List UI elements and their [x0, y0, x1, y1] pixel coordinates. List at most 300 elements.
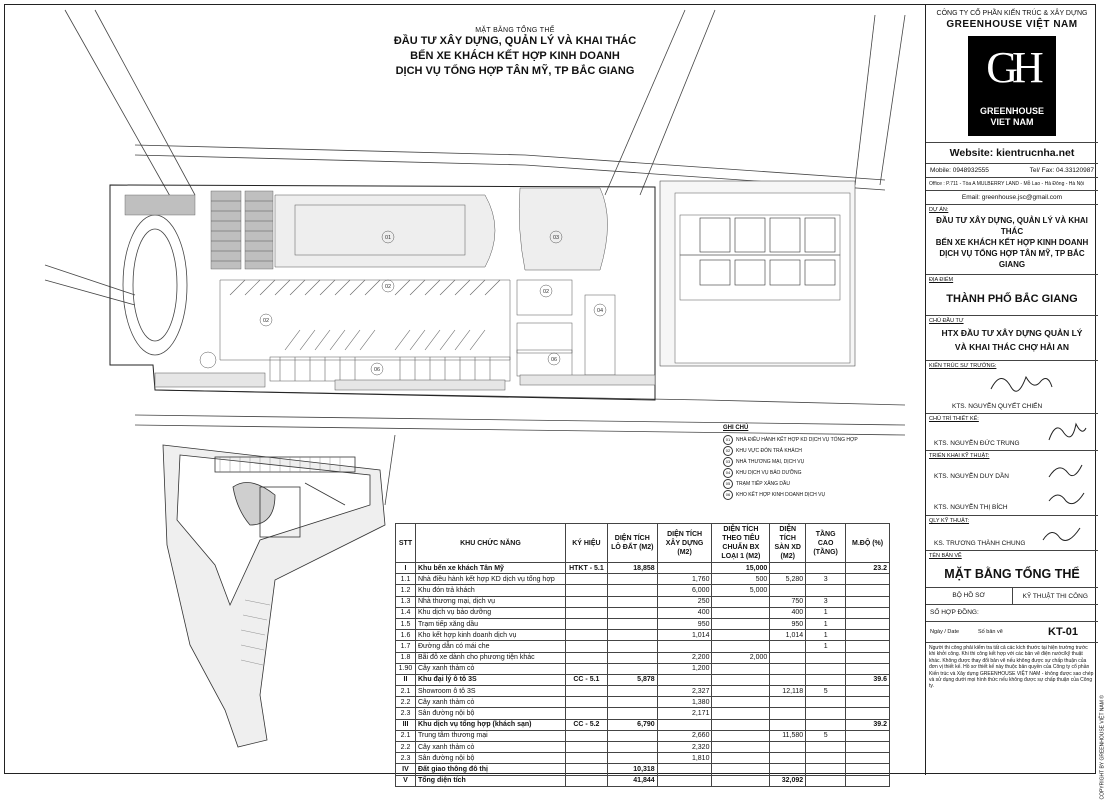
cell-function: Nhà điều hành kết hợp KD dịch vụ tổng hợp: [415, 574, 565, 585]
legend-item: [723, 456, 923, 467]
cell-function: Đường dẫn có mái che: [415, 641, 565, 652]
cell-storeys: [806, 674, 846, 685]
cell-land-area: [607, 697, 657, 708]
header-build-area: DIỆN TÍCH XÂY DỰNG (M2): [657, 524, 712, 563]
notes: Người thi công phải kiểm tra tất cả các kích thước tại hiện trường trước khi khởi công. Khi thi công kết hợp với các bản vẽ điện nước/kỹ thuật khác. Không được thay đổi bản vẽ nếu không được sự chấp thuận của đơn vị thiết kế. Hồ sơ thiết kế này thuộc bản quyền của Công ty cổ phần Kiến trúc và Xây dựng GREENHOUSE VIỆT NAM - không được sao chép và sử dụng dưới mọi hình thức nếu không được sự chấp thuận của Công ty.: [929, 645, 1094, 690]
cell-stt: V: [396, 775, 416, 786]
cell-density: [846, 742, 890, 753]
cell-function: Khu dịch vụ bảo dưỡng: [415, 607, 565, 618]
cell-density: [846, 630, 890, 641]
cell-stt: IV: [396, 764, 416, 775]
legend-text: NHÀ THƯƠNG MẠI, DỊCH VỤ: [736, 458, 805, 465]
cell-symbol: [565, 764, 607, 775]
legend-item: [723, 445, 923, 456]
owner-label: CHỦ ĐẦU TƯ: [929, 318, 964, 324]
cell-stt: 1.4: [396, 607, 416, 618]
cell-stt: 1.1: [396, 574, 416, 585]
cell-storeys: [806, 697, 846, 708]
table-row: [396, 574, 890, 585]
logo-name-2: VIET NAM: [990, 117, 1034, 127]
cell-stt: 1.5: [396, 618, 416, 629]
cell-build-area: 2,320: [657, 742, 712, 753]
cell-symbol: [565, 686, 607, 697]
cell-land-area: [607, 663, 657, 674]
qc-section: [926, 516, 1098, 551]
cell-symbol: [565, 742, 607, 753]
cell-standard-area: [712, 607, 770, 618]
drawing-name-label: TÊN BẢN VẼ: [929, 553, 962, 559]
signature-chief: [986, 369, 1056, 399]
cell-function: Tổng diện tích: [415, 775, 565, 786]
cell-storeys: 3: [806, 596, 846, 607]
zone-label-06b: 06: [373, 367, 381, 373]
cell-symbol: [565, 641, 607, 652]
cell-density: [846, 663, 890, 674]
cell-storeys: [806, 585, 846, 596]
arch-team-section: [926, 451, 1098, 516]
header-function: KHU CHỨC NĂNG: [415, 524, 565, 563]
cell-stt: 2.3: [396, 708, 416, 719]
legend-item: [723, 467, 923, 478]
cell-land-area: [607, 596, 657, 607]
cell-standard-area: [712, 697, 770, 708]
title-block: [925, 5, 1106, 800]
cell-build-area: 1,760: [657, 574, 712, 585]
location-label: ĐỊA ĐIỂM: [929, 277, 954, 283]
table-row: [396, 686, 890, 697]
cell-floor-area: [770, 663, 806, 674]
cell-storeys: [806, 742, 846, 753]
cell-function: Trạm tiếp xăng dầu: [415, 618, 565, 629]
cell-build-area: 1,380: [657, 697, 712, 708]
cell-land-area: [607, 630, 657, 641]
cell-function: Cây xanh thảm cỏ: [415, 742, 565, 753]
cell-land-area: 18,858: [607, 563, 657, 574]
cell-build-area: 250: [657, 596, 712, 607]
zone-label-04: 04: [596, 308, 604, 314]
signature-arch-1: [1044, 459, 1089, 485]
cell-density: [846, 775, 890, 786]
table-row: [396, 641, 890, 652]
table-row: [396, 596, 890, 607]
title-line-1: ĐẦU TƯ XÂY DỰNG, QUẢN LÝ VÀ KHAI THÁC: [393, 35, 637, 47]
cell-storeys: [806, 775, 846, 786]
chief-architect-section: [926, 361, 1098, 414]
cell-floor-area: 950: [770, 618, 806, 629]
cell-land-area: [607, 708, 657, 719]
chief-architect-name: KTS. NGUYỄN QUYẾT CHIẾN: [952, 403, 1043, 410]
cell-function: Bãi đỗ xe dành cho phương tiện khác: [415, 652, 565, 663]
cell-density: [846, 641, 890, 652]
stage: KỸ THUẬT THI CÔNG: [1022, 592, 1088, 600]
cell-standard-area: 5,000: [712, 585, 770, 596]
cell-function: Đất giao thông đô thị: [415, 764, 565, 775]
cell-build-area: 2,171: [657, 708, 712, 719]
signature-arch-2: [1044, 485, 1089, 511]
cell-stt: I: [396, 563, 416, 574]
company-section: [926, 5, 1098, 143]
cell-floor-area: [770, 753, 806, 764]
drawing-title: [305, 27, 725, 79]
location-section: [926, 275, 1098, 316]
cell-land-area: [607, 742, 657, 753]
table-row: [396, 708, 890, 719]
cell-density: [846, 618, 890, 629]
cell-density: [846, 607, 890, 618]
cell-floor-area: [770, 674, 806, 685]
legend-item: [723, 478, 923, 489]
cell-land-area: [607, 607, 657, 618]
cell-density: [846, 730, 890, 741]
cell-function: Khu dịch vụ tổng hợp (khách sạn): [415, 719, 565, 730]
cell-symbol: [565, 753, 607, 764]
project-line-2: BẾN XE KHÁCH KẾT HỢP KINH DOANH: [935, 238, 1089, 247]
cell-land-area: 41,844: [607, 775, 657, 786]
logo-name-1: GREENHOUSE: [979, 106, 1044, 116]
cell-symbol: [565, 618, 607, 629]
cell-stt: 2.2: [396, 697, 416, 708]
cell-stt: 2.2: [396, 742, 416, 753]
cell-floor-area: 32,092: [770, 775, 806, 786]
cell-standard-area: [712, 719, 770, 730]
cell-function: Showroom ô tô 3S: [415, 686, 565, 697]
cell-floor-area: [770, 697, 806, 708]
project-line-1: ĐẦU TƯ XÂY DỰNG, QUẢN LÝ VÀ KHAI THÁC: [936, 216, 1088, 236]
cell-density: [846, 596, 890, 607]
drawing-sheet: [4, 4, 1106, 800]
legend-number: 04: [723, 468, 733, 478]
table-row: [396, 618, 890, 629]
cell-storeys: 5: [806, 686, 846, 697]
legend-text: KHU DỊCH VỤ BẢO DƯỠNG: [736, 469, 802, 476]
cell-symbol: [565, 775, 607, 786]
cell-stt: 1.90: [396, 663, 416, 674]
cell-symbol: CC - 5.1: [565, 674, 607, 685]
arch-1-name: KTS. NGUYỄN DUY DẦN: [934, 473, 1010, 480]
zone-label-03: 03: [552, 235, 560, 241]
sheet-row: [926, 622, 1098, 643]
cell-build-area: [657, 775, 712, 786]
cell-symbol: [565, 574, 607, 585]
cell-floor-area: 11,580: [770, 730, 806, 741]
arch-2-name: KTS. NGUYỄN THỊ BÍCH: [934, 504, 1008, 511]
cell-standard-area: [712, 663, 770, 674]
zone-label-06: 06: [550, 357, 558, 363]
cell-function: Sân đường nội bộ: [415, 753, 565, 764]
cell-density: 39.6: [846, 674, 890, 685]
cell-symbol: [565, 585, 607, 596]
legend-item: [723, 434, 923, 445]
cell-build-area: 1,014: [657, 630, 712, 641]
cell-stt: 1.8: [396, 652, 416, 663]
title-line-2: BẾN XE KHÁCH KẾT HỢP KINH DOANH: [410, 50, 620, 62]
cell-standard-area: 15,000: [712, 563, 770, 574]
qc-label: QLY KỸ THUẬT:: [929, 518, 970, 524]
cell-build-area: 950: [657, 618, 712, 629]
sheet-number: KT-01: [1048, 626, 1078, 638]
website: Website: kientrucnha.net: [926, 143, 1098, 164]
header-standard-area: DIỆN TÍCH THEO TIÊU CHUẨN BX LOẠI 1 (M2): [712, 524, 770, 563]
legend: [723, 425, 923, 500]
cell-density: [846, 652, 890, 663]
cell-land-area: 5,878: [607, 674, 657, 685]
legend-number: 02: [723, 446, 733, 456]
cell-stt: 1.3: [396, 596, 416, 607]
table-row: [396, 630, 890, 641]
cell-storeys: 1: [806, 630, 846, 641]
project-label: DỰ ÁN:: [929, 207, 949, 213]
table-row: [396, 719, 890, 730]
cell-standard-area: [712, 674, 770, 685]
cell-floor-area: 1,014: [770, 630, 806, 641]
cell-build-area: 2,327: [657, 686, 712, 697]
cell-storeys: [806, 652, 846, 663]
cell-standard-area: [712, 686, 770, 697]
design-lead-name: KTS. NGUYỄN ĐỨC TRUNG: [934, 440, 1020, 447]
zone-label-01: 01: [384, 235, 392, 241]
legend-text: TRẠM TIẾP XĂNG DẦU: [736, 480, 790, 487]
cell-storeys: [806, 719, 846, 730]
owner-line-2: VÀ KHAI THÁC CHỢ HẢI AN: [954, 342, 1070, 352]
cell-land-area: [607, 574, 657, 585]
project-line-3: DỊCH VỤ TỔNG HỢP TÂN MỸ, TP BẮC GIANG: [939, 249, 1085, 269]
cell-land-area: [607, 652, 657, 663]
table-row: [396, 753, 890, 764]
legend-number: 03: [723, 457, 733, 467]
legend-item: [723, 489, 923, 500]
cell-floor-area: [770, 641, 806, 652]
signature-lead: [1044, 418, 1089, 446]
sheet-no-label: Số bản vẽ: [978, 629, 1003, 635]
header-floor-area: DIỆN TÍCH SÀN XD (M2): [770, 524, 806, 563]
cell-build-area: [657, 563, 712, 574]
cell-standard-area: 2,000: [712, 652, 770, 663]
cell-density: 23.2: [846, 563, 890, 574]
cell-floor-area: 5,280: [770, 574, 806, 585]
table-row: [396, 764, 890, 775]
cell-land-area: [607, 641, 657, 652]
table-row: [396, 663, 890, 674]
header-storeys: TẦNG CAO (TẦNG): [806, 524, 846, 563]
table-row: [396, 585, 890, 596]
cell-storeys: 3: [806, 574, 846, 585]
cell-land-area: [607, 686, 657, 697]
cell-standard-area: 500: [712, 574, 770, 585]
cell-build-area: [657, 641, 712, 652]
drawing-name: MẶT BẰNG TỔNG THỂ: [944, 567, 1080, 581]
table-row: [396, 775, 890, 786]
cell-storeys: [806, 764, 846, 775]
legend-number: 06: [723, 490, 733, 500]
cell-storeys: [806, 708, 846, 719]
cell-standard-area: [712, 630, 770, 641]
cell-stt: 1.6: [396, 630, 416, 641]
cell-symbol: HTKT - 5.1: [565, 563, 607, 574]
cell-symbol: [565, 607, 607, 618]
tel-fax: Tel/ Fax: 04.33120987: [1029, 167, 1094, 174]
design-lead-section: [926, 414, 1098, 451]
cell-standard-area: [712, 730, 770, 741]
table-row: [396, 674, 890, 685]
cell-symbol: [565, 697, 607, 708]
cell-standard-area: [712, 753, 770, 764]
cell-storeys: 1: [806, 618, 846, 629]
cell-storeys: 1: [806, 641, 846, 652]
cell-stt: II: [396, 674, 416, 685]
cell-build-area: 1,810: [657, 753, 712, 764]
arch-team-label: TRIỂN KHAI KỸ THUẬT:: [929, 453, 990, 459]
cell-symbol: [565, 708, 607, 719]
cell-stt: 1.2: [396, 585, 416, 596]
header-land-area: DIỆN TÍCH LÔ ĐẤT (M2): [607, 524, 657, 563]
cell-stt: 1.7: [396, 641, 416, 652]
drawing-name-section: [926, 551, 1098, 588]
cell-density: [846, 708, 890, 719]
cell-stt: 2.1: [396, 730, 416, 741]
cell-stt: III: [396, 719, 416, 730]
dossier-row: [926, 588, 1098, 605]
cell-floor-area: [770, 585, 806, 596]
cell-land-area: [607, 585, 657, 596]
cell-density: [846, 697, 890, 708]
legend-number: 01: [723, 435, 733, 445]
cell-land-area: [607, 618, 657, 629]
cell-standard-area: [712, 596, 770, 607]
qc-name: KS. TRƯƠNG THÀNH CHUNG: [934, 540, 1026, 547]
cell-function: Trung tâm thương mại: [415, 730, 565, 741]
cell-build-area: 1,200: [657, 663, 712, 674]
zone-label-02b: 02: [262, 318, 270, 324]
company-name-line1: CÔNG TY CỔ PHẦN KIẾN TRÚC & XÂY DỰNG: [936, 10, 1088, 17]
cell-storeys: [806, 563, 846, 574]
table-row: [396, 607, 890, 618]
location: THÀNH PHỐ BẮC GIANG: [946, 293, 1078, 305]
cell-land-area: 10,318: [607, 764, 657, 775]
cell-symbol: [565, 663, 607, 674]
copyright: COPYRIGHT BY GREENHOUSE VIỆT NAM ©: [1100, 695, 1106, 800]
cell-standard-area: [712, 708, 770, 719]
legend-heading: GHI CHÚ: [723, 425, 749, 431]
date-label: Ngày / Date: [930, 629, 960, 635]
zone-label-02: 02: [384, 284, 392, 290]
cell-density: [846, 686, 890, 697]
legend-text: KHU VỰC ĐÓN TRẢ KHÁCH: [736, 447, 802, 454]
table-row: [396, 652, 890, 663]
cell-floor-area: 400: [770, 607, 806, 618]
cell-function: Khu đại lý ô tô 3S: [415, 674, 565, 685]
header-stt: STT: [396, 524, 416, 563]
cell-function: Khu đón trả khách: [415, 585, 565, 596]
cell-land-area: [607, 753, 657, 764]
cell-build-area: 2,660: [657, 730, 712, 741]
cell-standard-area: [712, 764, 770, 775]
cell-density: 39.2: [846, 719, 890, 730]
cell-storeys: 1: [806, 607, 846, 618]
cell-symbol: [565, 630, 607, 641]
cell-land-area: [607, 730, 657, 741]
mobile: Mobile: 0948932555: [930, 167, 989, 174]
cell-density: [846, 753, 890, 764]
cell-function: Cây xanh thảm cỏ: [415, 697, 565, 708]
signature-qc: [1038, 522, 1088, 548]
cell-build-area: 6,000: [657, 585, 712, 596]
contact-row: [926, 164, 1098, 178]
cell-stt: 2.1: [396, 686, 416, 697]
cell-storeys: [806, 753, 846, 764]
project-section: [926, 205, 1098, 275]
header-symbol: KÝ HIỆU: [565, 524, 607, 563]
drawing-pretitle: MẶT BẰNG TỔNG THỂ: [475, 27, 555, 34]
cell-build-area: 2,200: [657, 652, 712, 663]
dossier: BỘ HỒ SƠ: [926, 588, 1013, 604]
cell-land-area: 6,790: [607, 719, 657, 730]
cell-floor-area: [770, 719, 806, 730]
logo-letters: GH: [986, 43, 1038, 92]
zone-label-05: 02: [542, 289, 550, 295]
cell-standard-area: [712, 742, 770, 753]
table-row: [396, 697, 890, 708]
table-row: [396, 563, 890, 574]
cell-standard-area: [712, 618, 770, 629]
cell-density: [846, 574, 890, 585]
office-address: Office : P.711 - Tòa A MULBERRY LAND - Mỗ Lao - Hà Đông - Hà Nội: [926, 178, 1098, 191]
owner-line-1: HTX ĐẦU TƯ XÂY DỰNG QUẢN LÝ: [941, 328, 1083, 338]
cell-symbol: [565, 596, 607, 607]
header-density: M.ĐỘ (%): [846, 524, 890, 563]
table-header-row: [396, 524, 890, 563]
cell-symbol: CC - 5.2: [565, 719, 607, 730]
cell-build-area: 400: [657, 607, 712, 618]
cell-floor-area: 12,118: [770, 686, 806, 697]
cell-storeys: [806, 663, 846, 674]
cell-function: Cây xanh thảm cỏ: [415, 663, 565, 674]
cell-stt: 2.3: [396, 753, 416, 764]
legend-text: NHÀ ĐIỀU HÀNH KẾT HỢP KD DỊCH VỤ TỔNG HỢP: [736, 436, 858, 443]
cell-storeys: 5: [806, 730, 846, 741]
email: Email: greenhouse.jsc@gmail.com: [926, 191, 1098, 205]
cell-standard-area: [712, 641, 770, 652]
legend-text: KHO KẾT HỢP KINH DOANH DỊCH VỤ: [736, 491, 826, 498]
company-logo: [968, 36, 1056, 136]
cell-build-area: [657, 719, 712, 730]
design-lead-label: CHỦ TRÌ THIẾT KẾ:: [929, 416, 979, 422]
cell-function: Kho kết hợp kinh doanh dịch vụ: [415, 630, 565, 641]
title-line-3: DỊCH VỤ TỔNG HỢP TÂN MỸ, TP BẮC GIANG: [395, 65, 635, 77]
cell-function: Sân đường nội bộ: [415, 708, 565, 719]
cell-symbol: [565, 652, 607, 663]
cell-floor-area: 750: [770, 596, 806, 607]
cell-build-area: [657, 674, 712, 685]
contract: SỐ HỢP ĐỒNG:: [926, 605, 1098, 622]
legend-number: 05: [723, 479, 733, 489]
cell-floor-area: [770, 742, 806, 753]
table-row: [396, 730, 890, 741]
cell-floor-area: [770, 764, 806, 775]
area-table: [395, 523, 890, 787]
chief-architect-label: KIẾN TRÚC SƯ TRƯỞNG:: [929, 363, 997, 369]
cell-function: Khu bến xe khách Tân Mỹ: [415, 563, 565, 574]
cell-standard-area: [712, 775, 770, 786]
cell-density: [846, 764, 890, 775]
cell-floor-area: [770, 563, 806, 574]
cell-floor-area: [770, 652, 806, 663]
cell-symbol: [565, 730, 607, 741]
cell-floor-area: [770, 708, 806, 719]
company-name-line2: GREENHOUSE VIỆT NAM: [946, 19, 1078, 30]
owner-section: [926, 316, 1098, 361]
cell-function: Nhà thương mại, dịch vụ: [415, 596, 565, 607]
table-row: [396, 742, 890, 753]
